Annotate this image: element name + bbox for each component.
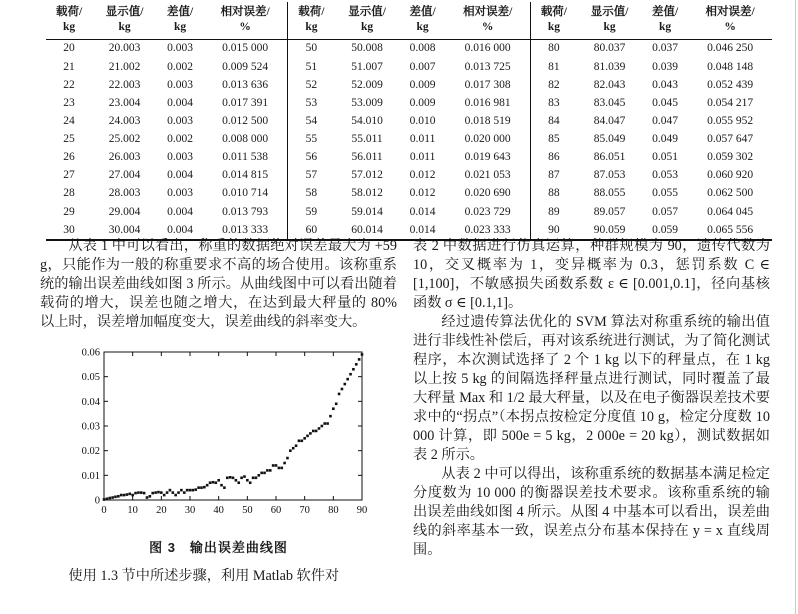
table-cell: 0.004 — [167, 205, 194, 218]
data-point — [329, 415, 332, 418]
table-cell: 59.014 — [351, 205, 383, 218]
table-cell: 51.007 — [351, 60, 383, 73]
table-cell: 0.002 — [167, 60, 194, 73]
data-point — [317, 427, 320, 430]
data-point — [162, 494, 165, 497]
table-cell: 0.010 714 — [222, 187, 269, 200]
data-point — [157, 491, 160, 494]
data-point — [254, 477, 257, 480]
table-cell: 60.014 — [351, 223, 383, 236]
table-cell: 22.003 — [108, 78, 141, 91]
table-cell: 0.009 — [409, 96, 436, 109]
data-point — [197, 486, 200, 489]
table-cell: 27.004 — [108, 169, 141, 182]
data-point — [203, 486, 206, 489]
column-header: 相对误差/ % — [446, 2, 531, 39]
data-point — [277, 467, 280, 470]
table-cell: 0.014 815 — [222, 169, 269, 182]
table-cell: 0.047 — [652, 114, 679, 127]
x-tick-label: 10 — [126, 505, 138, 516]
table-cell: 30.004 — [108, 223, 141, 236]
left-column — [40, 237, 397, 586]
data-point — [243, 475, 246, 478]
table-cell: 52.009 — [351, 78, 383, 91]
x-tick-label: 40 — [212, 505, 224, 516]
table-cell: 84.047 — [593, 114, 626, 127]
table-cell: 0.003 — [167, 114, 194, 127]
table-cell: 0.011 — [409, 151, 436, 164]
table-row — [46, 39, 772, 58]
table-cell: 0.014 — [409, 223, 436, 236]
table-cell: 54 — [288, 112, 335, 130]
table-cell: 90 — [530, 221, 577, 240]
table-cell: 86.051 — [593, 151, 626, 164]
table-cell: 83 — [530, 94, 577, 112]
data-point — [217, 479, 220, 482]
data-point — [349, 373, 352, 376]
table-row — [46, 149, 772, 167]
data-point — [191, 489, 194, 492]
table-cell: 0.012 500 — [222, 114, 269, 127]
table-cell: 0.053 — [652, 169, 679, 182]
data-point — [300, 440, 303, 443]
table-cell: 0.011 538 — [222, 151, 268, 164]
table-cell: 53.009 — [351, 96, 383, 109]
data-point — [334, 403, 337, 406]
table-cell: 0.019 643 — [464, 151, 511, 164]
paragraph-table2-conclusion: 从表 2 中可以得出，该称重系统的数据基本满足检定分度数为 10 000 的衡器误差技术要求。该称重系统的输出误差曲线如图 4 所示。从图 4 中基本可以看出，误差曲线的斜率基本一致，误差点分布基本保持在 y = x 直线周围。 — [413, 466, 770, 558]
data-point — [260, 472, 263, 475]
table-cell: 0.048 148 — [707, 60, 754, 73]
table-cell: 57.012 — [351, 169, 383, 182]
column-header: 差值/ kg — [400, 2, 446, 39]
data-point — [297, 440, 300, 443]
data-point — [177, 491, 180, 494]
table-cell: 0.013 793 — [222, 205, 269, 218]
data-point — [271, 464, 274, 467]
y-tick-label: 0.05 — [81, 372, 100, 384]
table-cell: 86 — [530, 149, 577, 167]
table-cell: 56.011 — [351, 151, 383, 164]
table-cell: 87.053 — [593, 169, 626, 182]
data-point — [234, 479, 237, 482]
table-cell: 58 — [288, 185, 335, 203]
data-point — [240, 477, 243, 480]
table-cell: 53 — [288, 94, 335, 112]
data-point — [142, 492, 145, 495]
x-tick-label: 0 — [100, 505, 107, 516]
table-cell: 52 — [288, 76, 335, 94]
data-point — [208, 481, 211, 484]
column-header: 相对误差/ % — [203, 2, 288, 39]
data-point — [248, 481, 251, 484]
table-cell: 0.049 — [652, 133, 679, 146]
paragraph-svm-test: 经过遗传算法优化的 SVM 算法对称重系统的输出值进行非线性补偿后，再对该系统进行测试，为了简化测试程序，本次测试选择了 2 个 1 kg 以下的秤量点，在 1 kg 以上按 5 kg 的间隔选择秤量点进行测试，同时覆盖了最大秤量 Max 和 1/2 最大秤量，以及在电子衡器误差技术要求中的“拐点”（本拐点按检定分度值 10 g，检定分度数 10 000 计算，即 500e = 5 kg，2 000e = 20 kg），测试数据如表 2 所示。 — [413, 314, 770, 463]
table-cell: 29 — [63, 205, 75, 218]
table-cell: 0.057 — [652, 205, 679, 218]
data-point — [105, 497, 108, 500]
column-header: 载荷/ kg — [46, 2, 92, 39]
data-point — [185, 489, 188, 492]
table-cell: 0.009 524 — [222, 60, 269, 73]
data-point — [268, 469, 271, 472]
table-cell: 81.039 — [593, 60, 626, 73]
table-cell: 0.012 — [409, 169, 436, 182]
table-cell: 30 — [63, 223, 75, 236]
x-tick-label: 60 — [270, 505, 281, 516]
table-cell: 23 — [63, 96, 75, 109]
data-point — [303, 437, 306, 440]
output-error-curve-chart — [64, 344, 374, 524]
table-cell: 87 — [530, 167, 577, 185]
x-tick-label: 20 — [155, 505, 167, 516]
table-cell: 0.059 302 — [707, 151, 754, 164]
table-cell: 0.039 — [652, 60, 679, 73]
table-cell: 55 — [288, 131, 335, 149]
table-cell: 56 — [288, 149, 335, 167]
data-point — [125, 493, 128, 496]
table-cell: 0.065 556 — [707, 223, 754, 236]
data-point — [182, 491, 185, 494]
column-header: 载荷/ kg — [288, 2, 335, 39]
table-cell: 24.003 — [108, 114, 141, 127]
table-cell: 22 — [63, 78, 75, 91]
table-cell: 26.003 — [108, 151, 141, 164]
y-tick-label: 0.01 — [81, 470, 100, 482]
table-cell: 57 — [288, 167, 335, 185]
table-cell: 80.037 — [593, 42, 626, 55]
table-cell: 83.045 — [593, 96, 626, 109]
table-body — [46, 39, 772, 240]
table-cell: 0.004 — [167, 223, 194, 236]
data-point — [314, 430, 317, 433]
table-cell: 51 — [288, 58, 335, 76]
data-point — [323, 422, 326, 425]
x-tick-label: 50 — [241, 505, 253, 516]
table-cell: 0.023 729 — [464, 205, 511, 218]
data-point — [266, 469, 269, 472]
table-cell: 0.013 636 — [222, 78, 269, 91]
data-point — [131, 494, 134, 497]
table-cell: 27 — [63, 169, 75, 182]
table-cell: 28 — [63, 187, 75, 200]
table-cell: 0.059 — [652, 223, 679, 236]
table-cell: 0.015 000 — [222, 42, 269, 55]
table-cell: 0.018 519 — [464, 114, 511, 127]
page-edge-line — [795, 0, 796, 614]
table-cell: 0.010 — [409, 114, 436, 127]
table-cell: 0.060 920 — [707, 169, 754, 182]
data-point — [346, 378, 349, 381]
table-cell: 0.057 647 — [707, 133, 754, 146]
y-tick-label: 0.04 — [81, 396, 100, 408]
table-cell: 90.059 — [593, 223, 626, 236]
relative-error-table — [46, 2, 772, 241]
table-cell: 0.008 000 — [222, 133, 269, 146]
data-point — [108, 497, 111, 500]
data-point — [180, 489, 183, 492]
data-point — [194, 488, 197, 491]
table-cell: 0.023 333 — [464, 223, 511, 236]
data-point — [337, 393, 340, 396]
table-cell: 0.003 — [167, 78, 194, 91]
data-point — [205, 484, 208, 487]
data-point — [139, 491, 142, 494]
y-tick-label: 0.06 — [81, 347, 100, 359]
data-point — [214, 481, 217, 484]
data-point — [111, 496, 114, 499]
table-cell: 21 — [63, 60, 75, 73]
table-cell: 0.003 — [167, 42, 194, 55]
table-cell: 0.011 — [409, 133, 436, 146]
column-header: 显示值/ kg — [577, 2, 642, 39]
data-point — [145, 496, 148, 499]
data-point — [102, 498, 105, 501]
data-point — [291, 447, 294, 450]
table-cell: 0.014 — [409, 205, 436, 218]
data-point — [280, 467, 283, 470]
table-cell: 0.003 — [167, 187, 194, 200]
data-point — [237, 481, 240, 484]
table-row — [46, 185, 772, 203]
body-columns — [40, 237, 770, 586]
data-point — [320, 425, 323, 428]
table-cell: 88.055 — [593, 187, 626, 200]
data-point — [148, 495, 151, 498]
table-cell: 26 — [63, 151, 75, 164]
table-cell: 24 — [63, 114, 75, 127]
table-cell: 0.016 000 — [464, 42, 511, 55]
table-header — [46, 2, 772, 39]
column-header: 载荷/ kg — [530, 2, 577, 39]
table-cell: 85 — [530, 131, 577, 149]
table-row — [46, 131, 772, 149]
table-cell: 0.012 — [409, 187, 436, 200]
data-point — [188, 489, 191, 492]
data-point — [309, 432, 312, 435]
y-tick-label: 0.02 — [81, 446, 100, 458]
table-cell: 0.017 391 — [222, 96, 269, 109]
table-cell: 0.046 250 — [707, 42, 754, 55]
data-point — [251, 477, 254, 480]
data-point — [231, 477, 234, 480]
table-cell: 28.003 — [108, 187, 141, 200]
table-cell: 82.043 — [593, 78, 626, 91]
table-cell: 58.012 — [351, 187, 383, 200]
table-cell: 0.013 333 — [222, 223, 269, 236]
table-cell: 50.008 — [351, 42, 383, 55]
data-point — [228, 476, 231, 479]
table-row — [46, 167, 772, 185]
table-row — [46, 76, 772, 94]
table-cell: 20.003 — [108, 42, 141, 55]
table-cell: 0.021 053 — [464, 169, 511, 182]
x-tick-label: 80 — [327, 505, 339, 516]
data-point — [354, 363, 357, 366]
table-cell: 84 — [530, 112, 577, 130]
data-point — [211, 481, 214, 484]
table-cell: 85.049 — [593, 133, 626, 146]
table-cell: 89.057 — [593, 205, 626, 218]
data-point — [340, 388, 343, 391]
table-cell: 0.013 725 — [464, 60, 511, 73]
right-column — [413, 237, 770, 586]
table-cell: 55.011 — [351, 133, 383, 146]
data-point — [151, 492, 154, 495]
data-point — [257, 474, 260, 477]
paragraph-matlab: 使用 1.3 节中所述步骤，利用 Matlab 软件对 — [68, 568, 340, 584]
y-tick-label: 0 — [94, 495, 100, 507]
data-point — [246, 479, 249, 482]
column-header: 显示值/ kg — [92, 2, 157, 39]
data-point — [263, 472, 266, 475]
table-cell: 0.002 — [167, 133, 194, 146]
table-cell: 0.020 000 — [464, 133, 511, 146]
data-point — [311, 430, 314, 433]
column-header: 差值/ kg — [642, 2, 688, 39]
table-cell: 0.055 — [652, 187, 679, 200]
table-cell: 0.064 045 — [707, 205, 754, 218]
table-cell: 29.004 — [108, 205, 141, 218]
data-point — [134, 492, 137, 495]
table-row — [46, 112, 772, 130]
table-cell: 20 — [63, 42, 75, 55]
data-point — [128, 493, 131, 496]
table-cell: 0.052 439 — [707, 78, 754, 91]
data-point — [165, 491, 168, 494]
table-cell: 0.062 500 — [707, 187, 754, 200]
data-point — [119, 494, 122, 497]
data-point — [168, 489, 171, 492]
data-point — [286, 457, 289, 460]
table-cell: 54.010 — [351, 114, 383, 127]
table-cell: 0.016 981 — [464, 96, 511, 109]
data-point — [122, 494, 125, 497]
table-cell: 50 — [288, 39, 335, 58]
data-point — [352, 368, 355, 371]
table-cell: 0.054 217 — [707, 96, 754, 109]
table-row — [46, 94, 772, 112]
table-cell: 0.009 — [409, 78, 436, 91]
table-cell: 0.017 308 — [464, 78, 511, 91]
table-cell: 0.004 — [167, 169, 194, 182]
data-point — [174, 494, 177, 497]
data-point — [154, 491, 157, 494]
table-cell: 0.051 — [652, 151, 679, 164]
table-row — [46, 58, 772, 76]
data-point — [117, 495, 120, 498]
table-cell: 81 — [530, 58, 577, 76]
table-cell: 0.008 — [409, 42, 436, 55]
table-cell: 59 — [288, 203, 335, 221]
x-tick-label: 70 — [298, 505, 310, 516]
figure-3-caption: 图 3 输出误差曲线图 — [149, 540, 288, 555]
data-point — [357, 358, 360, 361]
data-point — [274, 464, 277, 467]
column-header: 相对误差/ % — [688, 2, 772, 39]
column-header: 差值/ kg — [157, 2, 203, 39]
data-point — [306, 435, 309, 438]
table-cell: 0.045 — [652, 96, 679, 109]
x-tick-label: 30 — [184, 505, 195, 516]
table-cell: 80 — [530, 39, 577, 58]
table-cell: 0.003 — [167, 151, 194, 164]
data-point — [343, 383, 346, 386]
table-cell: 0.043 — [652, 78, 679, 91]
table-cell: 0.004 — [167, 96, 194, 109]
table-cell: 88 — [530, 185, 577, 203]
data-point — [200, 486, 203, 489]
paragraph-simulation-params: 表 2 中数据进行仿真运算，种群规模为 90，遗传代数为 10，交叉概率为 1，变异概率为 0.3，惩罚系数 C ∈ [1,100]，不敏感损失函数系数 ε ∈ [0.001,0.1]，径向基核函数 σ ∈ [0.1,1]。 — [413, 238, 770, 311]
table-cell: 25.002 — [108, 133, 141, 146]
data-point — [223, 486, 226, 489]
data-point — [332, 407, 335, 410]
table-cell: 25 — [63, 133, 75, 146]
table-cell: 89 — [530, 203, 577, 221]
data-point — [137, 491, 140, 494]
data-point — [225, 477, 228, 480]
data-point — [220, 484, 223, 487]
column-header: 显示值/ kg — [335, 2, 400, 39]
x-tick-label: 90 — [356, 505, 367, 516]
data-point — [326, 422, 329, 425]
data-point — [171, 491, 174, 494]
table-cell: 21.002 — [108, 60, 141, 73]
data-point — [160, 491, 163, 494]
data-point — [289, 449, 292, 452]
data-point — [114, 495, 117, 498]
data-point — [360, 353, 363, 356]
data-point — [294, 444, 297, 447]
figure-3 — [40, 344, 397, 557]
paragraph-table1-discussion: 从表 1 中可以看出，称重的数据绝对误差最大为 +59 g，只能作为一般的称重要求不高的场合使用。该称重系统的输出误差曲线如图 3 所示。从曲线图中可以看出随着载荷的增大，误差也随之增大，在达到最大秤量的 80% 以上时，误差增加幅度变大，误差曲线的斜率变大。 — [40, 238, 397, 330]
table-cell: 0.007 — [409, 60, 436, 73]
table-cell: 82 — [530, 76, 577, 94]
table-cell: 60 — [288, 221, 335, 240]
table-cell: 0.020 690 — [464, 187, 511, 200]
table-cell: 23.004 — [108, 96, 141, 109]
table-row — [46, 203, 772, 221]
table-cell: 0.055 952 — [707, 114, 754, 127]
data-point — [283, 462, 286, 465]
table-cell: 0.037 — [652, 42, 679, 55]
y-tick-label: 0.03 — [81, 421, 100, 433]
